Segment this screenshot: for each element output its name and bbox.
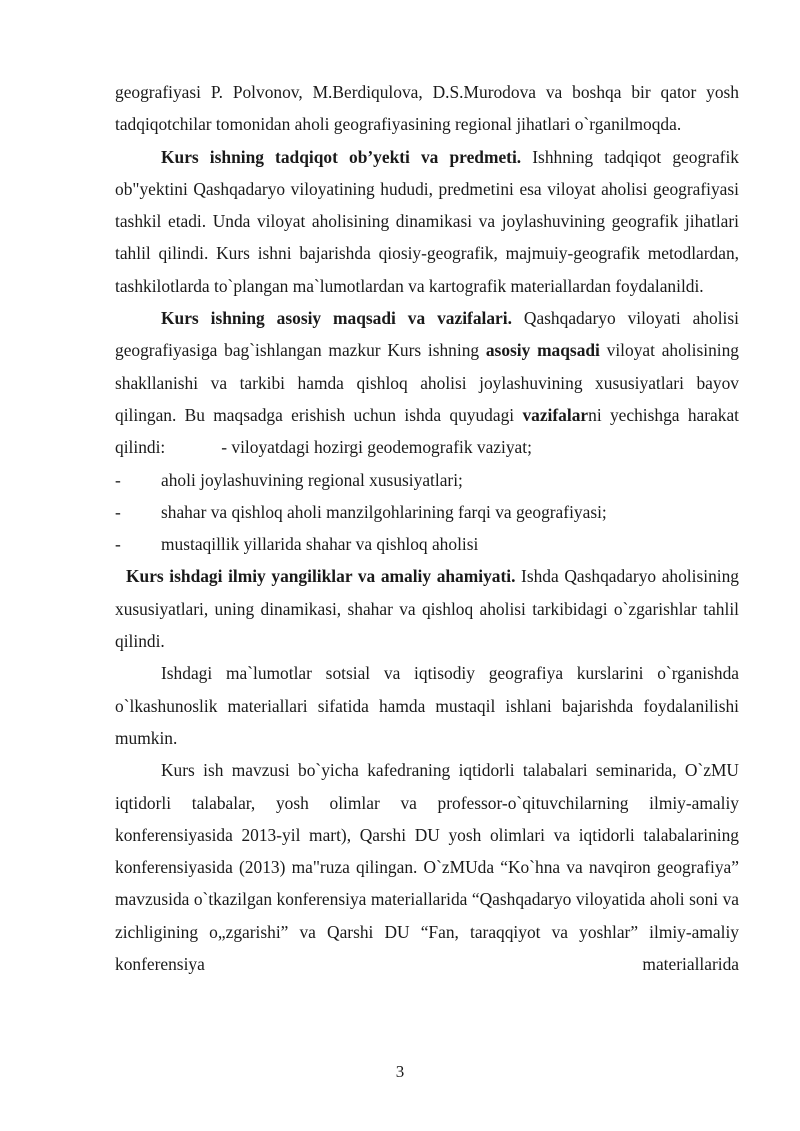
paragraph-intro [115, 76, 739, 141]
list-item [115, 464, 739, 496]
paragraph-goals-text-2: viloyat aholisining shakllanishi va tarkibi hamda qishloq aholisi joylashuvining xususiyatlari bayov qilingan. Bu maqsadga erishish uchun ishda quyudagi [115, 340, 739, 425]
paragraph-usage-text: Ishdagi ma`lumotlar sotsial va iqtisodiy geografiya kurslarini o`rganishda o`lkashunoslik materiallari sifatida hamda mustaqil ishlani bajarishda foydalanilishi mumkin. [115, 663, 739, 748]
list-item-text: aholi joylashuvining regional xususiyatlari; [161, 469, 463, 490]
paragraph-goals-text-1: Qashqadaryo viloyati aholisi geografiyasiga bag`ishlangan mazkur Kurs ishning [115, 308, 739, 361]
list-item-text: mustaqillik yillarida shahar va qishloq aholisi [161, 534, 479, 555]
page-body [115, 76, 739, 980]
list-item-text: shahar va qishloq aholi manzilgohlarining farqi va geografiyasi; [161, 501, 607, 522]
list-item [115, 496, 739, 528]
page-number: 3 [395, 1062, 405, 1081]
term-tasks: vazifalar [522, 404, 589, 425]
list-dash: - [115, 501, 121, 522]
paragraph-goals [115, 302, 739, 463]
heading-object-subject: Kurs ishning tadqiqot ob’yekti va predmeti. [161, 146, 522, 167]
heading-goals: Kurs ishning asosiy maqsadi va vazifalari. [161, 308, 512, 329]
paragraph-approbation-text: Kurs ish mavzusi bo`yicha kafedraning iqtidorli talabalari seminarida, O`zMU iqtidorli talabalar, yosh olimlar va professor-o`qituvchilarning ilmiy-amaliy konferensiyasida 2013-yil mart), Qarshi DU yosh olimlari va iqtidorli talabalarining konferensiyasida (2013) ma"ruza qilingan. O`zMUda “Ko`hna va navqiron geografiya” mavzusida o`tkazilgan konferensiya materiallarida “Qashqadaryo viloyatida aholi soni va zichligining o„zgarishi” va Qarshi DU “Fan, taraqqiyot va yoshlar” ilmiy-amaliy konferensiya materiallarida [115, 760, 739, 975]
list-dash: - [115, 469, 121, 490]
list-item [115, 528, 739, 560]
paragraph-object-subject [115, 141, 739, 302]
paragraph-intro-text: geografiyasi P. Polvonov, M.Berdiqulova, D.S.Murodova va boshqa bir qator yosh tadqiqotchilar tomonidan aholi geografiyasining regional jihatlari o`rganilmoqda. [115, 82, 739, 135]
term-main-goal: asosiy maqsadi [485, 340, 600, 361]
paragraph-goals-text-3: ni yechishga harakat qilindi: [115, 404, 739, 458]
paragraph-novelty [115, 560, 739, 657]
paragraph-novelty-text: Ishda Qashqadaryo aholisining xususiyatlari, uning dinamikasi, shahar va qishloq aholisi tarkibidagi o`zgarishlar tahlil qilindi. [115, 566, 739, 652]
list-dash: - [115, 534, 121, 555]
paragraph-goals-tail: - viloyatdagi hozirgi geodemografik vaziyat; [221, 437, 532, 458]
paragraph-object-subject-text: Ishhning tadqiqot geografik ob"yektini Qashqadaryo viloyatining hududi, predmetini esa viloyat aholisi geografiyasi tashkil etadi. Unda viloyat aholisining dinamikasi va joylashuvining geografik jihatlari tahlil qilindi. Kurs ishni bajarishda qiosiy-geografik, majmuiy-geografik metodlardan, tashkilotlarda to`plangan ma`lumotlardan va kartografik materiallardan foydalanildi. [115, 146, 739, 296]
paragraph-usage [115, 657, 739, 754]
heading-novelty: Kurs ishdagi ilmiy yangiliklar va amaliy ahamiyati. [126, 566, 516, 587]
paragraph-approbation [115, 754, 739, 980]
